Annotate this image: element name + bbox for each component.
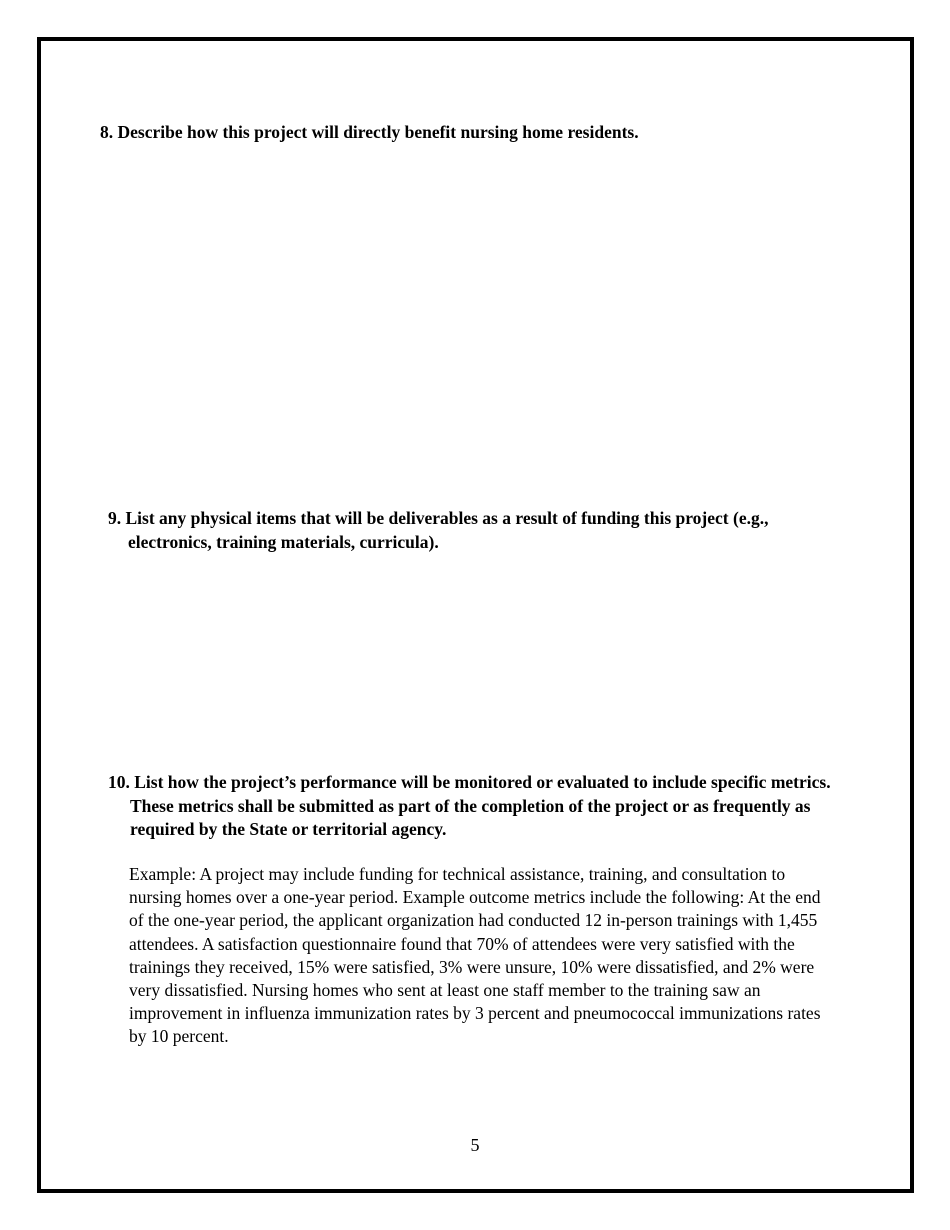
question-8-number: 8. (100, 122, 114, 142)
question-10 (108, 771, 850, 842)
question-8-text: Describe how this project will directly benefit nursing home residents. (117, 122, 639, 142)
question-9 (108, 507, 848, 554)
question-10-text: List how the project’s performance will be monitored or evaluated to include specific metrics. These metrics shall be submitted as part of the completion of the project or as frequently as required by the State or territorial agency. (130, 772, 831, 839)
question-9-number: 9. (108, 508, 122, 528)
question-9-text: List any physical items that will be deliverables as a result of funding this project (e.g., electronics, training materials, curricula). (125, 508, 769, 552)
question-10-number: 10. (108, 772, 130, 792)
question-8 (100, 121, 860, 145)
question-10-example: Example: A project may include funding for technical assistance, training, and consultation to nursing homes over a one-year period. Example outcome metrics include the following: At the end of the one-year period, the applicant organization had conducted 12 in-person trainings with 1,455 attendees. A satisfaction questionnaire found that 70% of attendees were very satisfied with the trainings they received, 15% were satisfied, 3% were unsure, 10% were dissatisfied, and 2% were very dissatisfied. Nursing homes who sent at least one staff member to the training saw an improvement in influenza immunization rates by 3 percent and pneumococcal immunizations rates by 10 percent. (129, 864, 821, 1047)
page-number: 5 (470, 1135, 480, 1155)
